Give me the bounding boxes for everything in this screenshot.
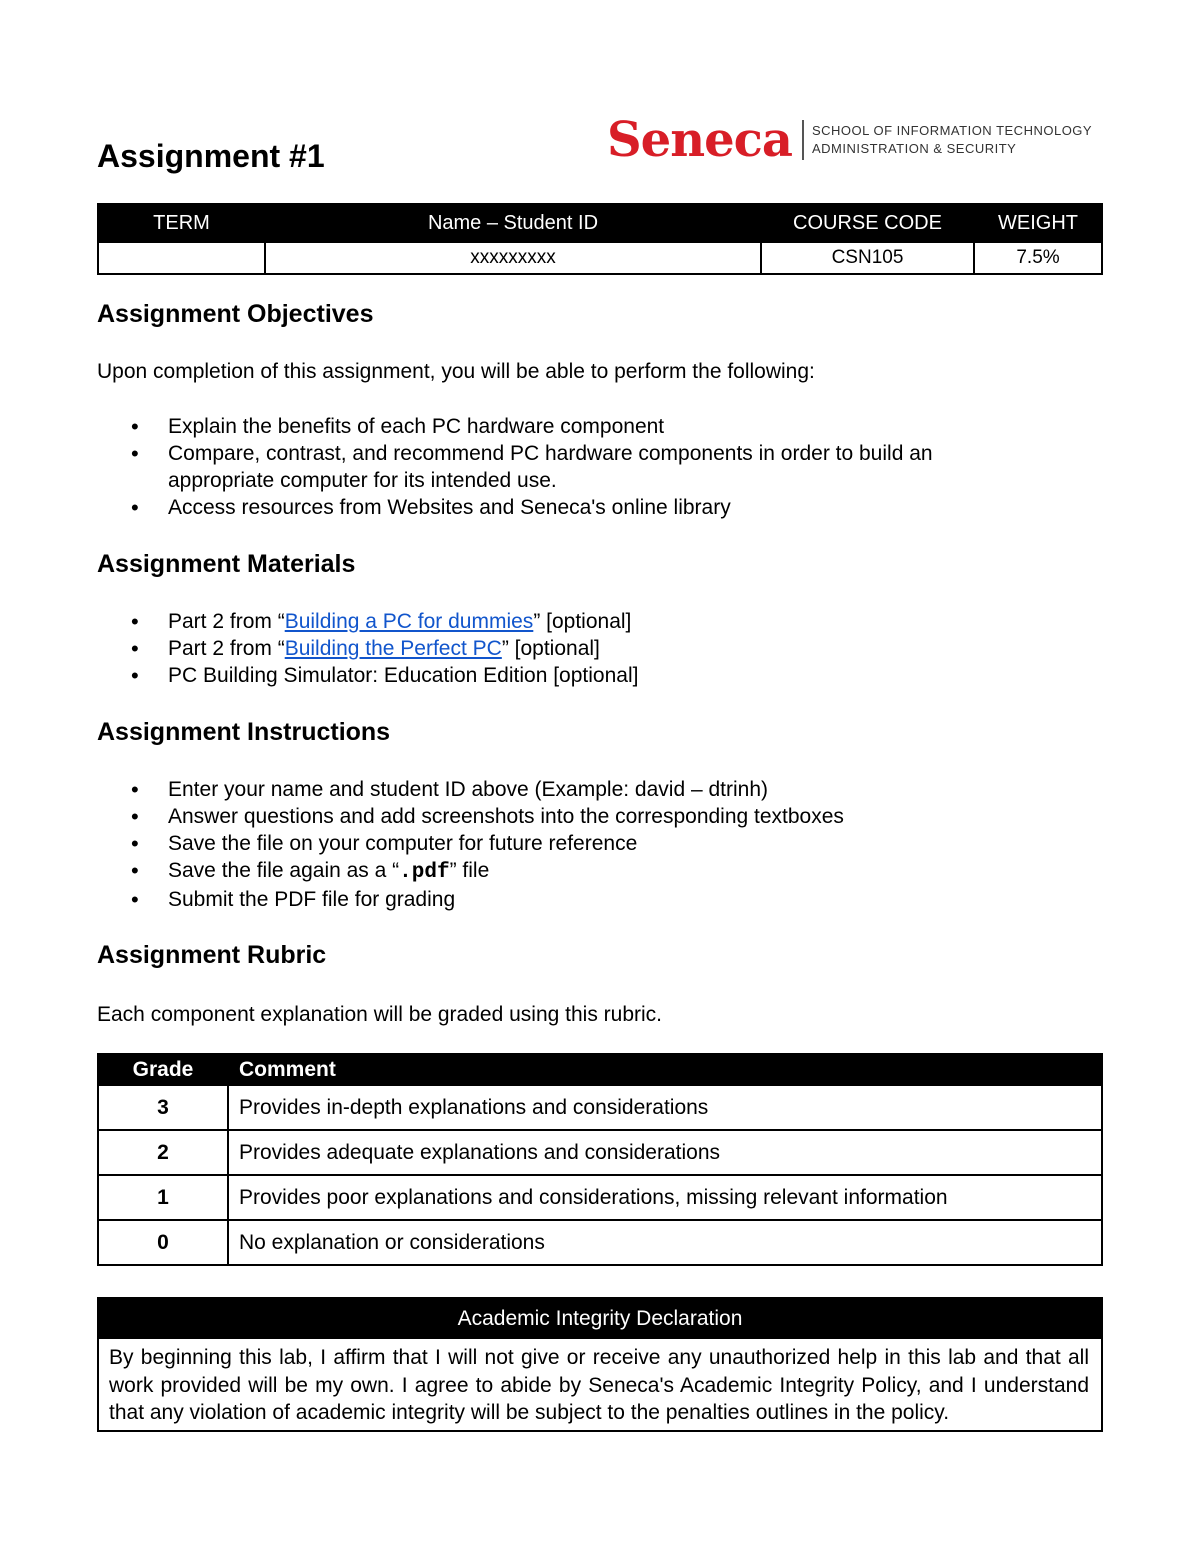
weight-value: 7.5%: [974, 242, 1102, 274]
list-item: • Enter your name and student ID above (Example: david – dtrinh): [97, 776, 1037, 803]
list-item: [97, 608, 1037, 635]
list-item: • PC Building Simulator: Education Edition [optional]: [97, 662, 1037, 689]
logo-wordmark: Seneca: [607, 112, 792, 168]
comment-cell: No explanation or considerations: [228, 1220, 1102, 1265]
list-item: • Explain the benefits of each PC hardware component: [97, 413, 1037, 440]
list-item: • Submit the PDF file for grading: [97, 886, 1037, 913]
instruction-prefix: Save the file again as a “: [168, 859, 400, 882]
table-row: [98, 1175, 1102, 1220]
list-item: [97, 635, 1037, 662]
integrity-heading: Academic Integrity Declaration: [99, 1299, 1101, 1339]
logo-tagline: [812, 122, 1092, 158]
material-prefix: Part 2 from “: [168, 610, 285, 633]
objectives-intro: Upon completion of this assignment, you will be able to perform the following:: [97, 360, 815, 383]
material-prefix: Part 2 from “: [168, 637, 285, 660]
comment-cell: Provides adequate explanations and considerations: [228, 1130, 1102, 1175]
seneca-logo: [607, 114, 1092, 166]
page-title: Assignment #1: [97, 138, 325, 174]
rubric-intro: Each component explanation will be graded using this rubric.: [97, 1003, 663, 1026]
rubric-heading: Assignment Rubric: [97, 941, 327, 969]
objectives-heading: Assignment Objectives: [97, 300, 374, 328]
weight-header: WEIGHT: [974, 204, 1102, 242]
course-code-value: CSN105: [761, 242, 974, 274]
rubric-table: [97, 1053, 1103, 1266]
material-suffix: ” [optional]: [533, 610, 632, 633]
comment-cell: Provides poor explanations and considerations, missing relevant information: [228, 1175, 1102, 1220]
table-row: [98, 1085, 1102, 1130]
academic-integrity-box: [97, 1297, 1103, 1432]
grade-cell: 0: [98, 1220, 228, 1265]
list-item: • Save the file on your computer for future reference: [97, 830, 1037, 857]
instructions-heading: Assignment Instructions: [97, 718, 391, 746]
info-header-row: [98, 204, 1102, 242]
list-item: • Answer questions and add screenshots into the corresponding textboxes: [97, 803, 1037, 830]
materials-heading: Assignment Materials: [97, 550, 356, 578]
pdf-extension: .pdf: [399, 861, 450, 884]
instruction-suffix: ” file: [449, 859, 490, 882]
logo-tagline-line1: SCHOOL OF INFORMATION TECHNOLOGY: [811, 123, 1093, 138]
logo-divider: [802, 120, 804, 160]
materials-list: [97, 608, 1037, 689]
name-id-header: Name – Student ID: [265, 204, 761, 242]
comment-header: Comment: [228, 1054, 1102, 1085]
list-item: • Access resources from Websites and Seneca's online library: [97, 494, 1037, 521]
material-suffix: ” [optional]: [501, 637, 600, 660]
term-header: TERM: [98, 204, 265, 242]
table-row: [98, 1130, 1102, 1175]
integrity-statement: By beginning this lab, I affirm that I will not give or receive any unauthorized help in this lab and that all work provided will be my own. I agree to abide by Seneca's Academic Integrity Policy, and I understand that any violation of academic integrity will be subject to the penalties outlines in the policy.: [109, 1346, 1089, 1424]
grade-cell: 1: [98, 1175, 228, 1220]
name-id-value[interactable]: xxxxxxxxx: [265, 242, 761, 274]
logo-tagline-line2: ADMINISTRATION & SECURITY: [811, 141, 1017, 156]
info-value-row: [98, 242, 1102, 274]
objectives-list: [97, 413, 1037, 521]
building-perfect-pc-link[interactable]: Building the Perfect PC: [284, 637, 502, 660]
assignment-info-table: [97, 203, 1103, 275]
term-value[interactable]: [98, 242, 265, 274]
instructions-list: [97, 776, 1037, 913]
list-item: • Compare, contrast, and recommend PC hardware components in order to build an appropriate computer for its intended use.: [97, 440, 1037, 494]
grade-cell: 2: [98, 1130, 228, 1175]
course-code-header: COURSE CODE: [761, 204, 974, 242]
comment-cell: Provides in-depth explanations and considerations: [228, 1085, 1102, 1130]
table-row: [98, 1220, 1102, 1265]
list-item: [97, 857, 1037, 886]
rubric-header-row: [98, 1054, 1102, 1085]
grade-cell: 3: [98, 1085, 228, 1130]
building-pc-for-dummies-link[interactable]: Building a PC for dummies: [284, 610, 534, 633]
grade-header: Grade: [98, 1054, 228, 1085]
